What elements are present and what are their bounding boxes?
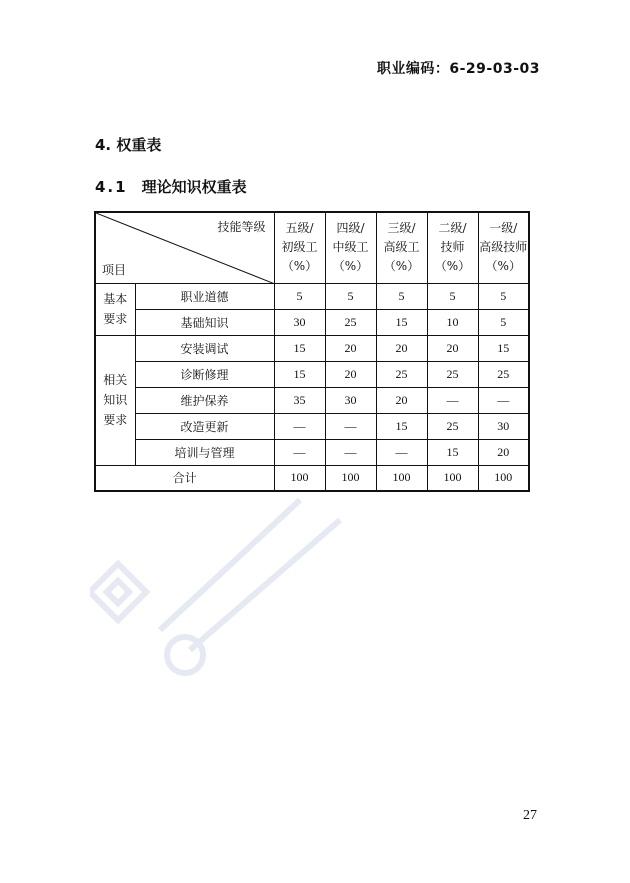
- theory-weight-table: [94, 211, 530, 492]
- table-cell: —: [274, 413, 325, 439]
- table-cell: 30: [274, 309, 325, 335]
- total-cell: 100: [427, 465, 478, 491]
- table-row: [95, 335, 529, 361]
- table-cell: 5: [478, 309, 529, 335]
- row-item: 维护保养: [135, 387, 274, 413]
- watermark-logo: [90, 480, 450, 720]
- table-cell: 35: [274, 387, 325, 413]
- table-cell: —: [274, 439, 325, 465]
- subsection-title: 理论知识权重表: [141, 178, 247, 196]
- table-cell: 25: [427, 413, 478, 439]
- table-row: [95, 283, 529, 309]
- table-cell: —: [325, 439, 376, 465]
- table-cell: 20: [325, 361, 376, 387]
- level-header-1: 一级/ 高级技师 （%）: [478, 212, 529, 283]
- table-cell: 20: [325, 335, 376, 361]
- table-cell: —: [427, 387, 478, 413]
- table-cell: 25: [376, 361, 427, 387]
- subsection-number: 4.1: [95, 178, 128, 196]
- item-label: 项目: [102, 262, 127, 277]
- table-cell: 20: [478, 439, 529, 465]
- table-cell: 20: [376, 335, 427, 361]
- table-cell: 10: [427, 309, 478, 335]
- skill-level-label: 技能等级: [217, 220, 266, 234]
- row-item: 基础知识: [135, 309, 274, 335]
- row-item: 培训与管理: [135, 439, 274, 465]
- table-row: [95, 439, 529, 465]
- total-cell: 100: [325, 465, 376, 491]
- level-header-2: 二级/ 技师 （%）: [427, 212, 478, 283]
- section-title: 4. 权重表: [95, 136, 162, 154]
- group-basic-requirements: 基本 要求: [95, 283, 135, 335]
- table-row: [95, 387, 529, 413]
- table-cell: 5: [274, 283, 325, 309]
- table-cell: 20: [376, 387, 427, 413]
- table-cell: 15: [274, 335, 325, 361]
- table-cell: 30: [325, 387, 376, 413]
- table-cell: 5: [427, 283, 478, 309]
- table-cell: 5: [478, 283, 529, 309]
- table-cell: —: [325, 413, 376, 439]
- table-cell: 5: [325, 283, 376, 309]
- table-cell: 15: [376, 309, 427, 335]
- table-row: [95, 413, 529, 439]
- table-cell: 20: [427, 335, 478, 361]
- table-cell: 25: [427, 361, 478, 387]
- table-cell: 25: [478, 361, 529, 387]
- total-row: [95, 465, 529, 491]
- table-cell: 15: [274, 361, 325, 387]
- occupation-code: 职业编码：6-29-03-03: [376, 61, 540, 77]
- level-header-3: 三级/ 高级工 （%）: [376, 212, 427, 283]
- table-cell: —: [478, 387, 529, 413]
- level-header-4: 四级/ 中级工 （%）: [325, 212, 376, 283]
- table-cell: 15: [376, 413, 427, 439]
- level-header-5: 五级/ 初级工 （%）: [274, 212, 325, 283]
- row-item: 职业道德: [135, 283, 274, 309]
- table-row: [95, 309, 529, 335]
- table-header-row: [95, 212, 529, 283]
- subsection-heading: [95, 176, 247, 197]
- table-row: [95, 361, 529, 387]
- total-cell: 100: [376, 465, 427, 491]
- total-cell: 100: [274, 465, 325, 491]
- table-cell: 30: [478, 413, 529, 439]
- total-cell: 100: [478, 465, 529, 491]
- table-cell: —: [376, 439, 427, 465]
- table-cell: 15: [478, 335, 529, 361]
- table-cell: 25: [325, 309, 376, 335]
- corner-header-cell: [95, 212, 274, 283]
- row-item: 安装调试: [135, 335, 274, 361]
- group-related-knowledge: 相关 知识 要求: [95, 335, 135, 465]
- row-item: 改造更新: [135, 413, 274, 439]
- table-cell: 5: [376, 283, 427, 309]
- total-label: 合计: [95, 465, 274, 491]
- page-number: 27: [523, 808, 537, 823]
- row-item: 诊断修理: [135, 361, 274, 387]
- table-cell: 15: [427, 439, 478, 465]
